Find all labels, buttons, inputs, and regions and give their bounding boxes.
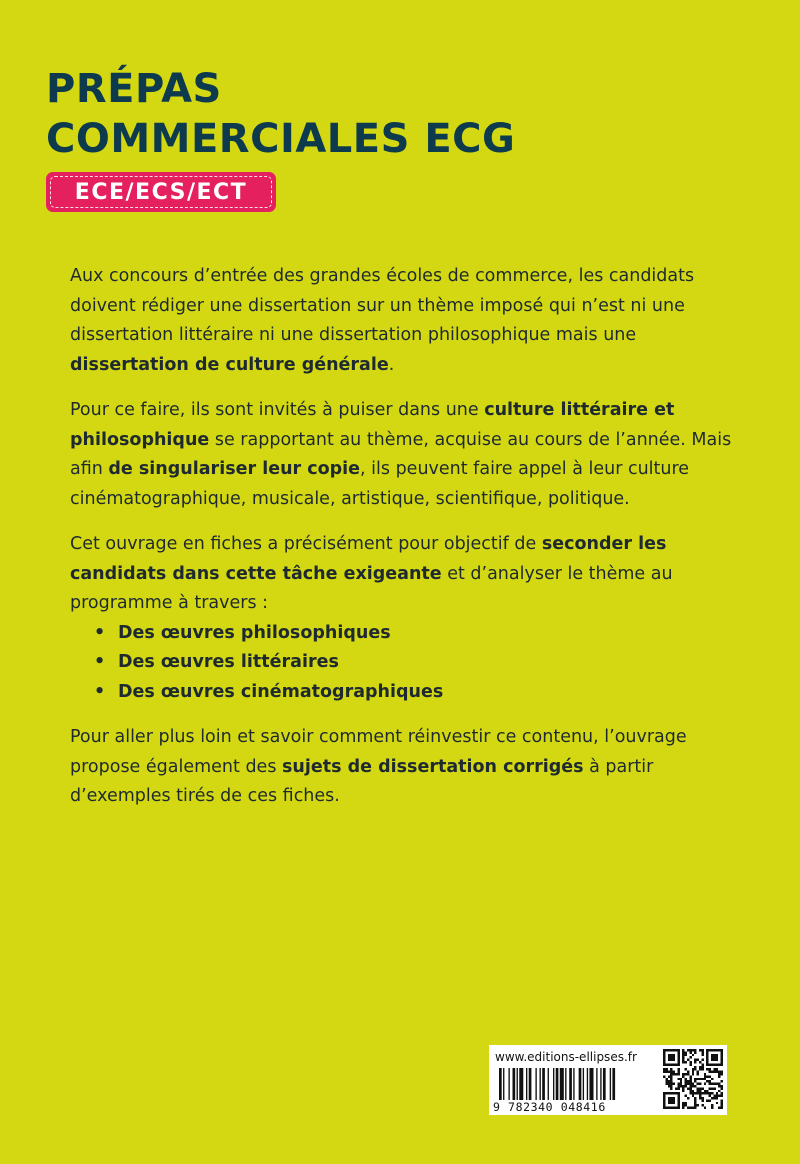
paragraph-1-text-b: . (388, 354, 395, 375)
series-badge (46, 172, 276, 212)
paragraph-3-text-b: et d’analyser le thème au programme à travers : (70, 563, 673, 613)
publisher-url[interactable]: www.editions-ellipses.fr (495, 1050, 637, 1064)
title-line-2: COMMERCIALES ECG (46, 116, 516, 162)
paragraph-4 (70, 723, 732, 812)
title-line-1: PRÉPAS (46, 66, 222, 112)
list-item: • Des œuvres cinématographiques (70, 678, 732, 708)
series-badge-label: ECE/ECS/ECT (50, 176, 272, 208)
paragraph-3-bold: seconder les candidats dans cette tâche exigeante (70, 534, 667, 584)
list-item: • Des œuvres littéraires (70, 648, 732, 678)
works-list (70, 619, 732, 708)
paragraph-2-bold-a: culture littéraire et philosophique (70, 400, 675, 450)
paragraph-1-bold: dissertation de culture générale (70, 354, 389, 375)
paragraph-1 (70, 262, 732, 380)
qr-code-icon[interactable] (663, 1049, 723, 1109)
book-title (46, 64, 515, 164)
barcode-icon (497, 1068, 655, 1100)
back-cover-text (70, 262, 732, 828)
list-item: • Des œuvres philosophiques (70, 619, 732, 649)
paragraph-4-bold: sujets de dissertation corrigés (282, 756, 584, 777)
paragraph-3 (70, 530, 732, 619)
paragraph-2-text-b: se rapportant au thème, acquise au cours de l’année. Mais afin (70, 429, 732, 479)
paragraph-4-text-b: à partir d’exemples tirés de ces fiches. (70, 756, 654, 806)
paragraph-3-text-a: Cet ouvrage en fiches a précisément pour objectif de (70, 534, 542, 554)
isbn-box (489, 1045, 727, 1115)
paragraph-2-text-c: , ils peuvent faire appel à leur culture cinématographique, musicale, artistique, scientifique, politique. (70, 459, 690, 509)
paragraph-2 (70, 396, 732, 514)
paragraph-1-text-a: Aux concours d’entrée des grandes écoles de commerce, les candidats doivent rédiger une dissertation sur un thème imposé qui n’est ni une dissertation littéraire ni une dissertation philosophique mais une (70, 266, 695, 345)
paragraph-2-text-a: Pour ce faire, ils sont invités à puiser dans une (70, 400, 485, 420)
paragraph-2-bold-b: de singulariser leur copie (108, 459, 361, 479)
paragraph-4-text-a: Pour aller plus loin et savoir comment réinvestir ce contenu, l’ouvrage propose également des (70, 727, 687, 777)
isbn-number: 9 782340 048416 (493, 1100, 606, 1114)
